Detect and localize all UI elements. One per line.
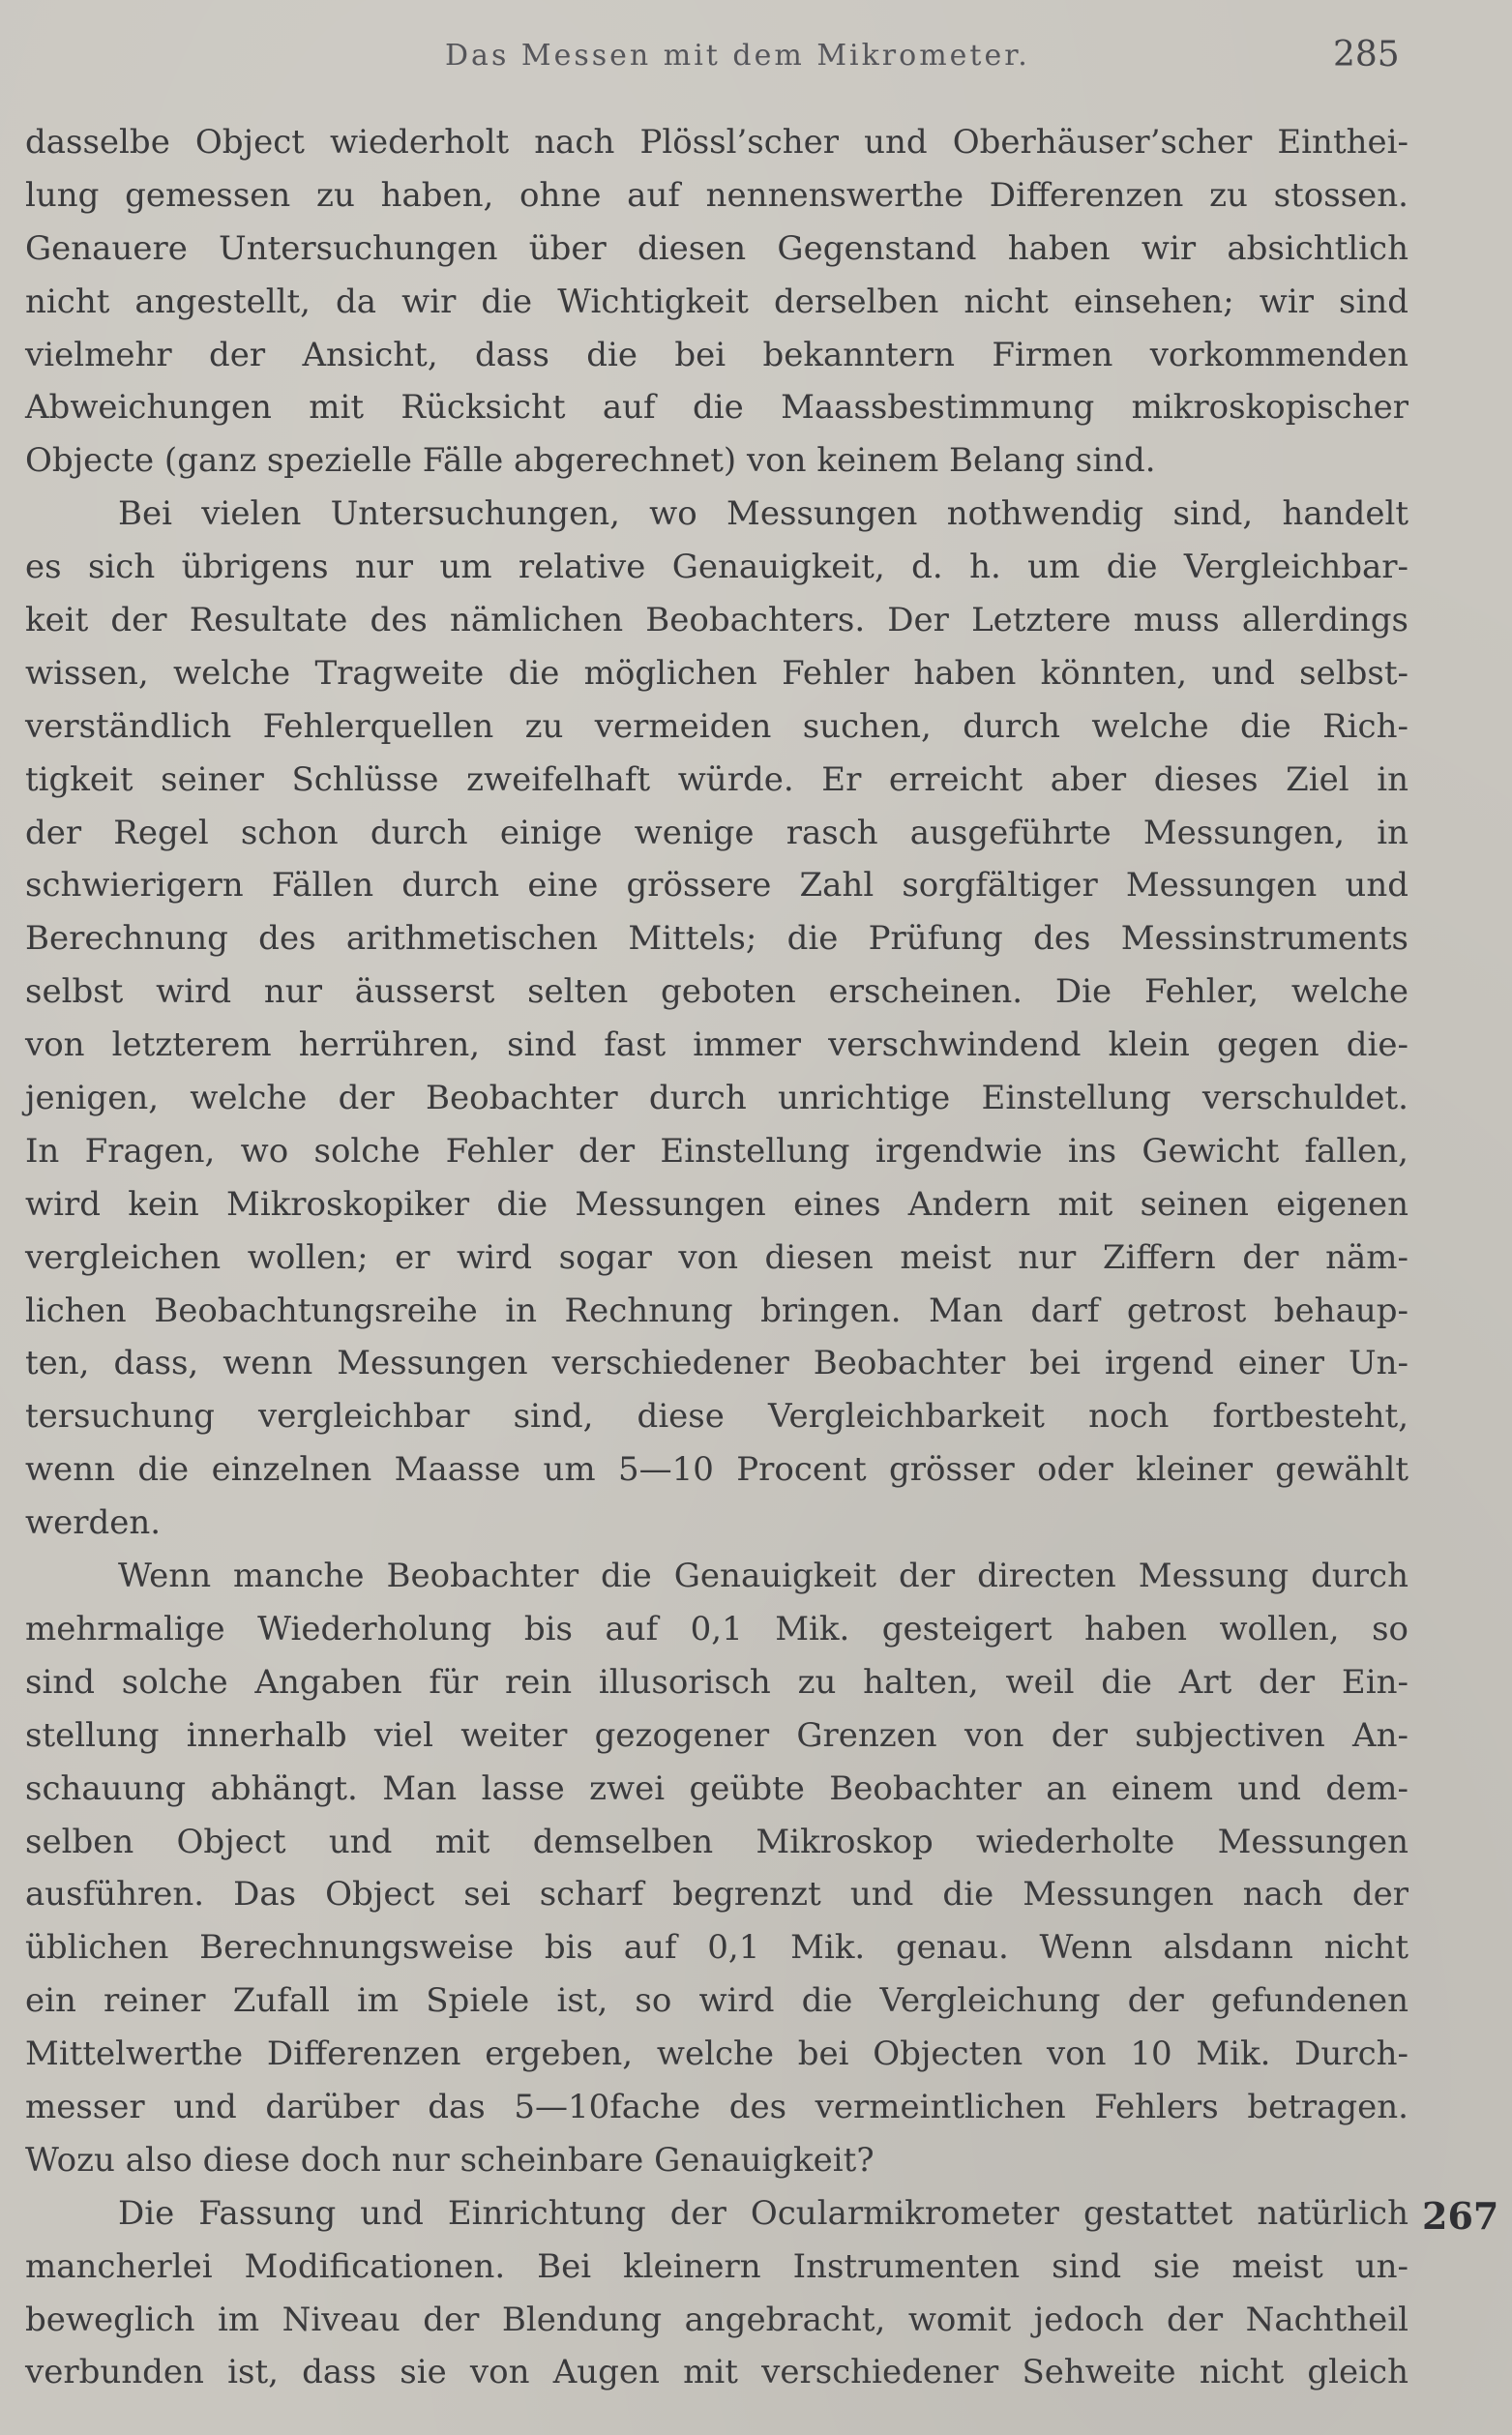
text-line: stellung innerhalb viel weiter gezogener Grenzen von der subjectiven An- — [25, 1715, 1408, 1755]
text-line: mancherlei Modificationen. Bei kleinern Instrumenten sind sie meist un- — [25, 2246, 1408, 2286]
text-line: sind solche Angaben für rein illusorisch zu halten, weil die Art der Ein- — [25, 1662, 1408, 1702]
text-line: wissen, welche Tragweite die möglichen Fehler haben könnten, und selbst- — [25, 653, 1408, 693]
text-line: selbst wird nur äusserst selten geboten erscheinen. Die Fehler, welche — [25, 972, 1408, 1012]
text-line: tigkeit seiner Schlüsse zweifelhaft würde. Er erreicht aber dieses Ziel in — [25, 759, 1408, 799]
text-line: Bei vielen Untersuchungen, wo Messungen nothwendig sind, handelt — [118, 494, 1408, 534]
text-line: wenn die einzelnen Maasse um 5—10 Procent grösser oder kleiner gewählt — [25, 1450, 1408, 1490]
text-line: dasselbe Object wiederholt nach Plössl’scher und Oberhäuser’scher Einthei- — [25, 123, 1408, 162]
text-line: selben Object und mit demselben Mikroskop wiederholte Messungen — [25, 1822, 1408, 1861]
text-line: beweglich im Niveau der Blendung angebracht, womit jedoch der Nachtheil — [25, 2300, 1408, 2339]
text-line: mehrmalige Wiederholung bis auf 0,1 Mik. gesteigert haben wollen, so — [25, 1609, 1408, 1648]
paragraph — [25, 1550, 1408, 2187]
text-line: der Regel schon durch einige wenige rasch ausgeführte Messungen, in — [25, 813, 1408, 852]
text-line: Objecte (ganz spezielle Fälle abgerechnet) von keinem Belang sind. — [25, 441, 1156, 481]
running-title: Das Messen mit dem Mikrometer. — [445, 39, 1030, 73]
paragraph — [25, 2187, 1408, 2400]
text-line: wird kein Mikroskopiker die Messungen eines Andern mit seinen eigenen — [25, 1184, 1408, 1224]
text-line: messer und darüber das 5—10fache des vermeintlichen Fehlers betragen. — [25, 2087, 1408, 2126]
body-text — [25, 116, 1408, 2399]
text-line: von letzterem herrühren, sind fast immer verschwindend klein gegen die- — [25, 1025, 1408, 1065]
text-line: nicht angestellt, da wir die Wichtigkeit derselben nicht einsehen; wir sind — [25, 282, 1408, 321]
text-line: werden. — [25, 1503, 162, 1543]
text-line: In Fragen, wo solche Fehler der Einstellung irgendwie ins Gewicht fallen, — [25, 1131, 1408, 1171]
text-line: Berechnung des arithmetischen Mittels; die Prüfung des Messinstruments — [25, 919, 1408, 959]
text-line: Abweichungen mit Rücksicht auf die Maassbestimmung mikroskopischer — [25, 388, 1408, 428]
paragraph — [25, 116, 1408, 488]
text-line: ausführen. Das Object sei scharf begrenzt und die Messungen nach der — [25, 1875, 1408, 1915]
page-number: 285 — [1333, 35, 1400, 74]
text-line: keit der Resultate des nämlichen Beobachters. Der Letztere muss allerdings — [25, 601, 1408, 640]
text-line: Die Fassung und Einrichtung der Ocularmikrometer gestattet natürlich — [118, 2193, 1408, 2233]
text-line: vergleichen wollen; er wird sogar von diesen meist nur Ziffern der näm- — [25, 1237, 1408, 1277]
text-line: verbunden ist, dass sie von Augen mit verschiedener Sehweite nicht gleich — [25, 2353, 1408, 2392]
text-line: Wenn manche Beobachter die Genauigkeit der directen Messung durch — [118, 1557, 1408, 1596]
text-line: lung gemessen zu haben, ohne auf nennenswerthe Differenzen zu stossen. — [25, 175, 1408, 215]
text-line: Genauere Untersuchungen über diesen Gegenstand haben wir absichtlich — [25, 228, 1408, 268]
text-line: tersuchung vergleichbar sind, diese Vergleichbarkeit noch fortbesteht, — [25, 1397, 1408, 1437]
text-line: vielmehr der Ansicht, dass die bei bekanntern Firmen vorkommenden — [25, 335, 1408, 374]
text-line: ten, dass, wenn Messungen verschiedener Beobachter bei irgend einer Un- — [25, 1344, 1408, 1383]
text-line: schwierigern Fällen durch eine grössere Zahl sorgfältiger Messungen und — [25, 866, 1408, 906]
text-line: es sich übrigens nur um relative Genauigkeit, d. h. um die Vergleichbar- — [25, 548, 1408, 587]
paragraph — [25, 488, 1408, 1550]
text-line: lichen Beobachtungsreihe in Rechnung bringen. Man darf getrost behaup- — [25, 1291, 1408, 1330]
text-line: Wozu also diese doch nur scheinbare Genauigkeit? — [25, 2140, 875, 2180]
text-line: Mittelwerthe Differenzen ergeben, welche bei Objecten von 10 Mik. Durch- — [25, 2034, 1408, 2074]
margin-page-reference: 267 — [1422, 2194, 1499, 2238]
text-line: ein reiner Zufall im Spiele ist, so wird die Vergleichung der gefundenen — [25, 1981, 1408, 2021]
text-line: üblichen Berechnungsweise bis auf 0,1 Mik. genau. Wenn alsdann nicht — [25, 1928, 1408, 1968]
text-line: verständlich Fehlerquellen zu vermeiden suchen, durch welche die Rich- — [25, 706, 1408, 746]
text-line: jenigen, welche der Beobachter durch unrichtige Einstellung verschuldet. — [25, 1079, 1408, 1118]
text-line: schauung abhängt. Man lasse zwei geübte Beobachter an einem und dem- — [25, 1768, 1408, 1808]
